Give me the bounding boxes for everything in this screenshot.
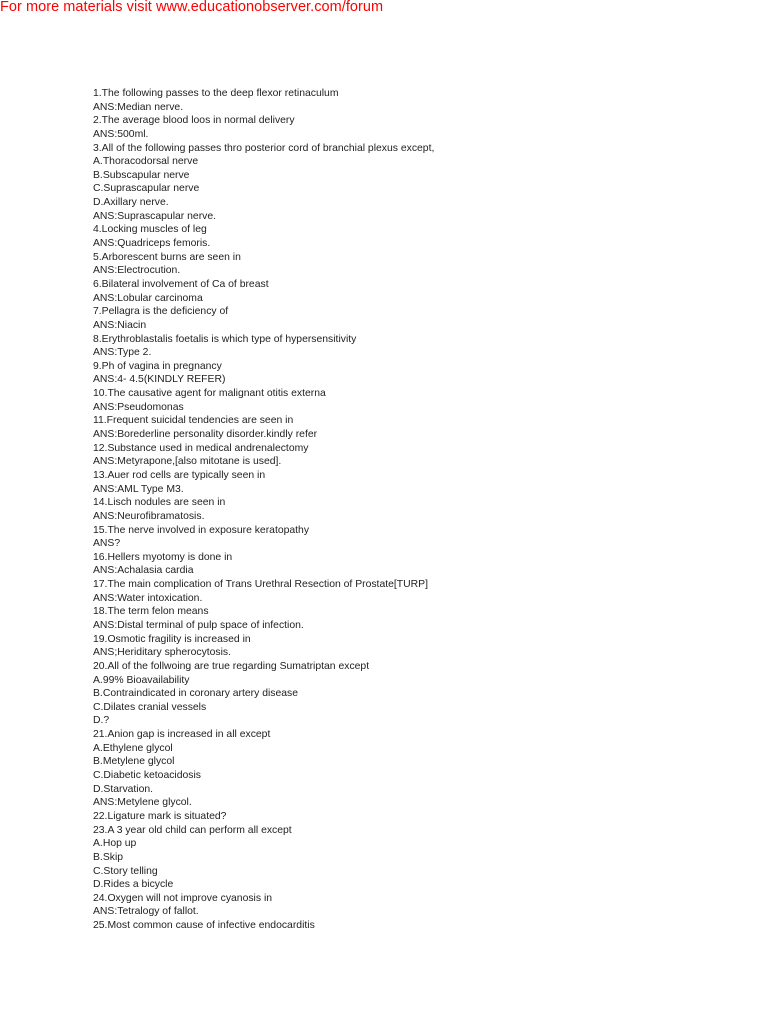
text-line: 1.The following passes to the deep flexor retinaculum [93, 88, 339, 99]
text-line: A.99% Bioavailability [93, 674, 190, 686]
text-line: D.Rides a bicycle [93, 879, 174, 891]
text-line: 6.Bilateral involvement of Ca of breast [93, 278, 269, 290]
text-line: ANS:Median nerve. [93, 101, 184, 113]
text-line: ANS;Heriditary spherocytosis. [93, 647, 232, 659]
text-line: A.Thoracodorsal nerve [93, 156, 199, 168]
text-line: ANS:Pseudomonas [93, 401, 184, 413]
text-line: B.Contraindicated in coronary artery disease [93, 688, 299, 700]
text-line: 19.Osmotic fragility is increased in [93, 633, 251, 645]
text-line: 2.The average blood loos in normal delivery [93, 115, 295, 127]
text-line: ANS:Tetralogy of fallot. [93, 906, 199, 918]
text-line: ANS:Lobular carcinoma [93, 292, 203, 304]
text-line: D.? [93, 715, 110, 727]
text-line: 10.The causative agent for malignant otitis externa [93, 388, 326, 400]
text-line: A.Hop up [93, 838, 137, 850]
text-line: 15.The nerve involved in exposure keratopathy [93, 524, 310, 536]
text-line: ANS:Water intoxication. [93, 592, 203, 604]
text-line: 24.Oxygen will not improve cyanosis in [93, 892, 273, 904]
text-line: C.Story telling [93, 865, 158, 877]
text-line: ANS:Neurofibramatosis. [93, 510, 205, 522]
text-line: B.Skip [93, 851, 124, 863]
text-line: 16.Hellers myotomy is done in [93, 551, 233, 563]
text-line: 3.All of the following passes thro posterior cord of branchial plexus except, [93, 142, 435, 154]
text-line: B.Subscapular nerve [93, 169, 190, 181]
text-line: ANS:AML Type M3. [93, 483, 184, 495]
text-line: 12.Substance used in medical andrenalectomy [93, 442, 309, 454]
text-line: ANS:Niacin [93, 319, 147, 331]
text-line: 8.Erythroblastalis foetalis is which type of hypersensitivity [93, 333, 357, 345]
text-line: ANS:Distal terminal of pulp space of infection. [93, 619, 304, 631]
text-line: A.Ethylene glycol [93, 742, 173, 754]
text-line: D.Axillary nerve. [93, 197, 169, 209]
text-line: C.Diabetic ketoacidosis [93, 770, 201, 782]
text-line: 18.The term felon means [93, 606, 209, 618]
text-line: B.Metylene glycol [93, 756, 175, 768]
text-line: 23.A 3 year old child can perform all except [93, 824, 292, 836]
text-line: 7.Pellagra is the deficiency of [93, 306, 229, 318]
text-line: ANS:4- 4.5(KINDLY REFER) [93, 374, 226, 386]
text-line: C.Dilates cranial vessels [93, 701, 207, 713]
text-line: 4.Locking muscles of leg [93, 224, 207, 236]
text-line: ANS:500ml. [93, 128, 149, 140]
text-line: ANS:Suprascapular nerve. [93, 210, 217, 222]
text-line: ANS:Achalasia cardia [93, 565, 194, 577]
text-line: ANS:Quadriceps femoris. [93, 238, 211, 250]
header-link-banner[interactable]: For more materials visit www.educationobserver.com/forum [0, 0, 384, 15]
text-line: D.Starvation. [93, 783, 154, 795]
text-line: ANS? [93, 538, 121, 550]
text-line: 20.All of the follwoing are true regarding Sumatriptan except [93, 660, 370, 672]
text-line: 25.Most common cause of infective endocarditis [93, 920, 315, 932]
question-answer-list [93, 87, 434, 933]
text-line: ANS:Electrocution. [93, 265, 181, 277]
text-line: 13.Auer rod cells are typically seen in [93, 469, 266, 481]
text-line: 9.Ph of vagina in pregnancy [93, 360, 222, 372]
text-line: 11.Frequent suicidal tendencies are seen in [93, 415, 294, 427]
text-line: ANS:Type 2. [93, 347, 152, 359]
text-line: C.Suprascapular nerve [93, 183, 200, 195]
text-line: 14.Lisch nodules are seen in [93, 497, 226, 509]
text-line: 21.Anion gap is increased in all except [93, 729, 271, 741]
text-line: 17.The main complication of Trans Urethral Resection of Prostate[TURP] [93, 579, 428, 591]
text-line: ANS:Metylene glycol. [93, 797, 192, 809]
text-line: 22.Ligature mark is situated? [93, 810, 227, 822]
text-line: 5.Arborescent burns are seen in [93, 251, 241, 263]
text-line: ANS:Metyrapone,[also mitotane is used]. [93, 456, 282, 468]
text-line: ANS:Borederline personality disorder.kindly refer [93, 429, 318, 441]
